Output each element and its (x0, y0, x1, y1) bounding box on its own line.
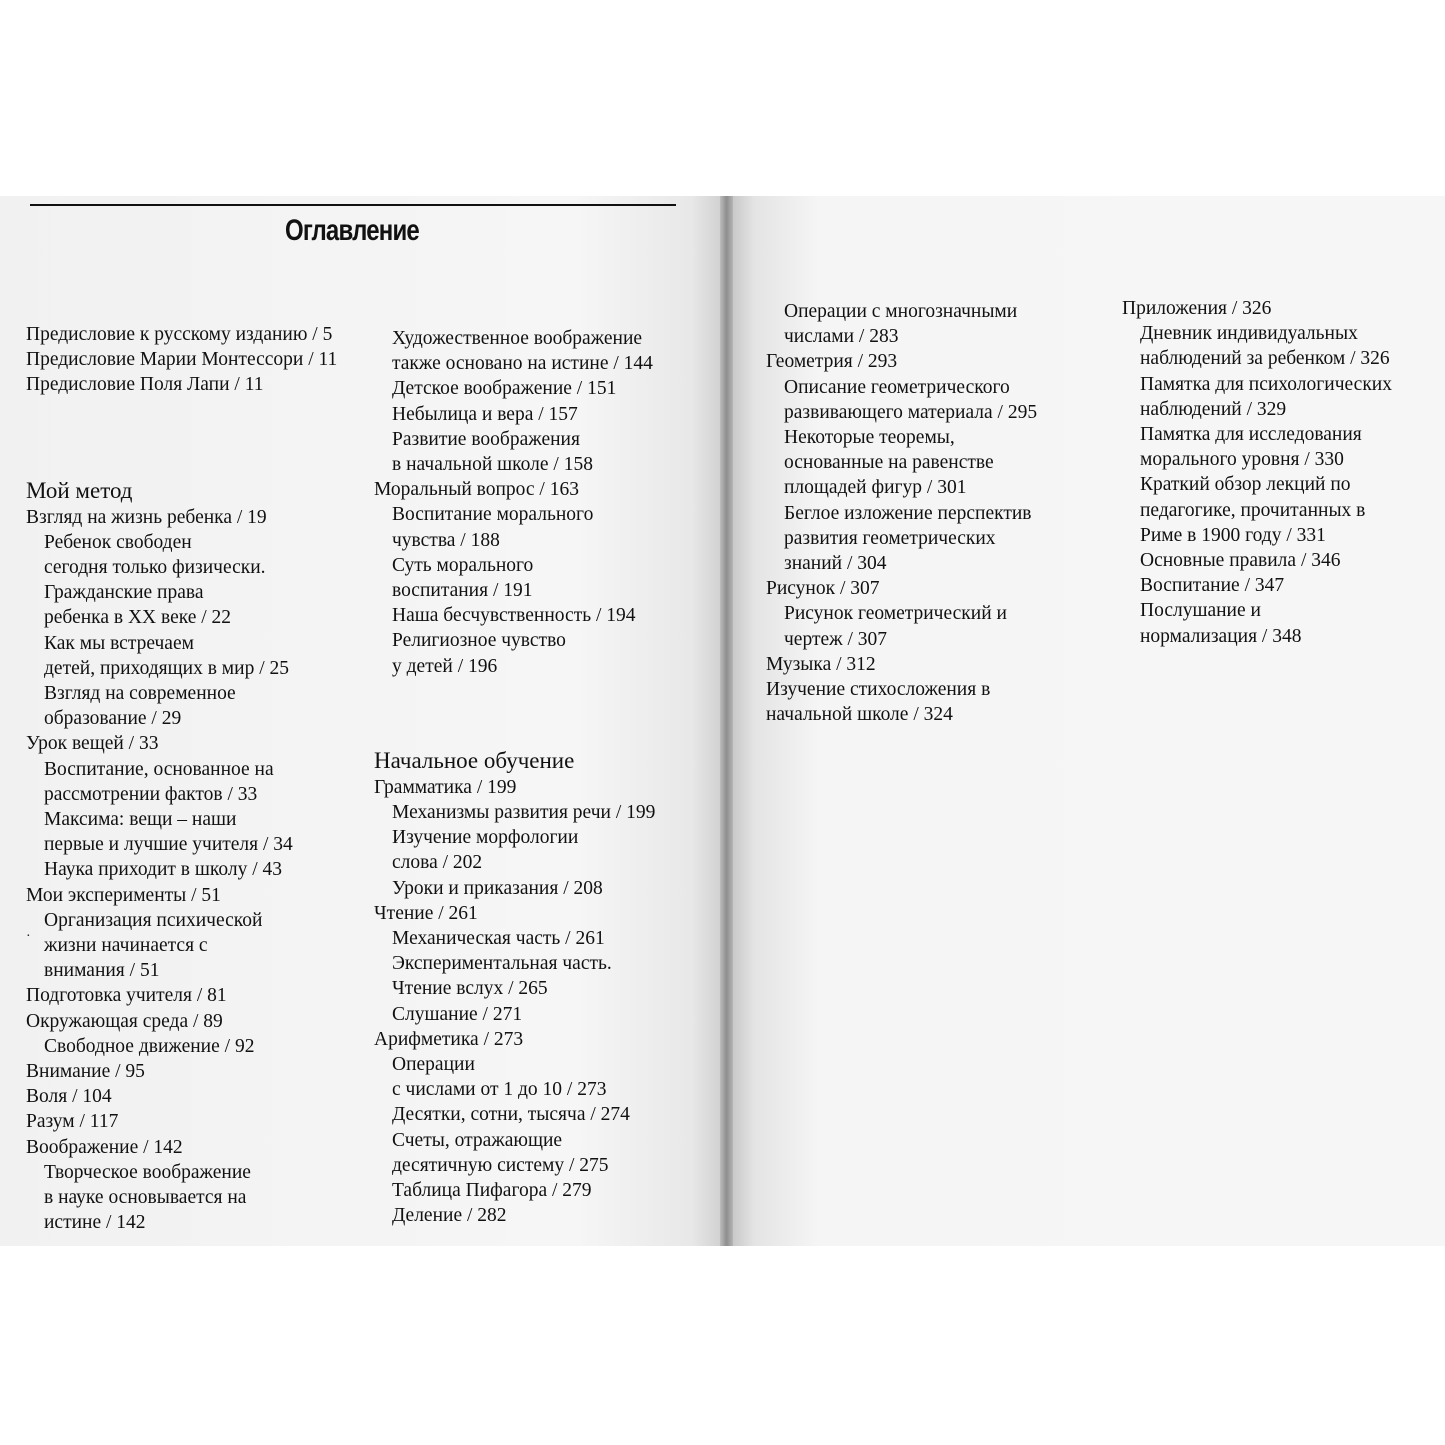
book-gutter (720, 196, 733, 1246)
toc-entry: Изучение морфологии (392, 827, 579, 849)
toc-entry: Деление / 282 (392, 1205, 507, 1227)
toc-entry: слова / 202 (392, 852, 483, 874)
toc-entry: Подготовка учителя / 81 (26, 985, 227, 1007)
toc-entry: Наука приходит в школу / 43 (44, 859, 282, 881)
toc-entry: Приложения / 326 (1122, 298, 1272, 319)
toc-entry: развития геометрических (784, 527, 996, 549)
toc-entry: Риме в 1900 году / 331 (1140, 524, 1326, 546)
toc-entry: Внимание / 95 (26, 1061, 145, 1083)
toc-column-1 (26, 322, 337, 1236)
toc-entry: Десятки, сотни, тысяча / 274 (392, 1104, 630, 1126)
toc-entry: Слушание / 271 (392, 1003, 523, 1025)
toc-entry: Моральный вопрос / 163 (374, 479, 579, 501)
toc-entry: у детей / 196 (392, 655, 498, 677)
toc-entry: первые и лучшие учителя / 34 (44, 834, 293, 856)
toc-entry: Взгляд на жизнь ребенка / 19 (26, 506, 267, 528)
toc-entry: Максима: вещи – наши (44, 809, 237, 831)
toc-entry: Памятка для исследования (1140, 424, 1362, 446)
toc-entry: внимания / 51 (44, 960, 160, 982)
toc-entry: Изучение стихосложения в (766, 679, 991, 701)
toc-entry: Разум / 117 (26, 1111, 119, 1133)
toc-entry: педагогике, прочитанных в (1140, 499, 1366, 521)
toc-entry: с числами от 1 до 10 / 273 (392, 1079, 607, 1101)
toc-entry: Арифметика / 273 (374, 1028, 524, 1050)
toc-entry: развивающего материала / 295 (784, 401, 1038, 423)
top-rule (30, 204, 676, 206)
toc-column-3 (766, 299, 1037, 727)
toc-entry: Памятка для психологических (1140, 373, 1392, 395)
toc-entry: десятичную систему / 275 (392, 1154, 609, 1176)
toc-entry: Воспитание морального (392, 504, 594, 526)
toc-entry: в начальной школе / 158 (392, 454, 593, 476)
toc-entry: Некоторые теоремы, (784, 427, 955, 449)
toc-entry: Гражданские права (44, 582, 204, 604)
toc-entry: Взгляд на современное (44, 683, 236, 705)
toc-entry: Музыка / 312 (766, 653, 876, 675)
toc-entry: воспитания / 191 (392, 580, 533, 602)
toc-entry: Творческое воображение (44, 1161, 251, 1183)
toc-entry: Рисунок геометрический и (784, 603, 1007, 625)
toc-entry: чувства / 188 (392, 529, 500, 551)
toc-entry: морального уровня / 330 (1140, 449, 1344, 471)
toc-entry: Религиозное чувство (392, 630, 566, 652)
toc-entry: истине / 142 (44, 1212, 146, 1234)
section-title-primary-education: Начальное обучение (374, 747, 575, 773)
toc-entry: Развитие воображения (392, 428, 580, 450)
toc-entry: Грамматика / 199 (374, 776, 517, 798)
toc-entry: Чтение / 261 (374, 902, 478, 924)
toc-entry: рассмотрении фактов / 33 (44, 783, 258, 805)
toc-entry: Уроки и приказания / 208 (392, 877, 603, 899)
book-spread (0, 196, 1445, 1246)
toc-entry: Краткий обзор лекций по (1140, 474, 1351, 496)
toc-entry: Беглое изложение перспектив (784, 502, 1032, 524)
toc-entry: Художественное воображение (392, 328, 643, 349)
toc-entry: Воспитание / 347 (1140, 575, 1285, 597)
toc-entry: Описание геометрического (784, 376, 1010, 398)
toc-entry: детей, приходящих в мир / 25 (44, 657, 289, 679)
left-page (0, 196, 720, 1246)
toc-entry: наблюдений / 329 (1140, 398, 1287, 420)
toc-entry: Предисловие Поля Лапи / 11 (26, 374, 264, 396)
toc-title: Оглавление (285, 214, 419, 247)
toc-entry: Чтение вслух / 265 (392, 978, 548, 1000)
toc-entry: Операции с многозначными (784, 301, 1018, 322)
toc-entry: Мои эксперименты / 51 (26, 884, 221, 906)
toc-entry: нормализация / 348 (1140, 625, 1302, 647)
toc-entry: знаний / 304 (784, 553, 887, 575)
toc-entry: Дневник индивидуальных (1140, 323, 1358, 345)
toc-entry: Механическая часть / 261 (392, 928, 605, 950)
toc-entry: Организация психической (44, 909, 263, 931)
toc-entry: Детское воображение / 151 (392, 378, 617, 400)
right-page (733, 196, 1445, 1246)
toc-entry: Предисловие Марии Монтессори / 11 (26, 349, 338, 371)
toc-entry: Как мы встречаем (44, 632, 194, 654)
toc-entry: Механизмы развития речи / 199 (392, 802, 656, 824)
toc-entry: чертеж / 307 (784, 628, 888, 650)
toc-entry: сегодня только физически. (44, 557, 266, 579)
toc-entry: образование / 29 (44, 708, 182, 730)
toc-entry: жизни начинается с (44, 935, 208, 957)
toc-entry: Счеты, отражающие (392, 1129, 563, 1151)
toc-entry: площадей фигур / 301 (784, 477, 967, 499)
toc-entry: Ребенок свободен (44, 531, 192, 553)
toc-entry: Рисунок / 307 (766, 578, 880, 600)
toc-entry: числами / 283 (784, 326, 899, 348)
toc-entry: Воображение / 142 (26, 1136, 183, 1158)
toc-entry: наблюдений за ребенком / 326 (1140, 348, 1390, 370)
toc-entry: основанные на равенстве (784, 452, 994, 474)
toc-entry: Суть морального (392, 554, 534, 576)
toc-entry: начальной школе / 324 (766, 704, 953, 726)
toc-entry: Предисловие к русскому изданию / 5 (26, 324, 333, 345)
toc-entry: Свободное движение / 92 (44, 1035, 255, 1057)
toc-entry: Окружающая среда / 89 (26, 1010, 223, 1032)
toc-entry: Воля / 104 (26, 1086, 112, 1108)
toc-column-2 (374, 326, 655, 1229)
toc-entry: также основано на истине / 144 (392, 353, 653, 375)
toc-entry: Экспериментальная часть. (392, 953, 612, 975)
toc-entry: ребенка в XX веке / 22 (44, 607, 232, 629)
toc-entry: в науке основывается на (44, 1187, 247, 1209)
toc-entry: Урок вещей / 33 (26, 733, 159, 755)
toc-entry: Таблица Пифагора / 279 (392, 1180, 592, 1202)
stray-dot: · (26, 929, 31, 944)
toc-entry: Наша бесчувственность / 194 (392, 605, 636, 627)
toc-entry: Небылица и вера / 157 (392, 403, 578, 425)
section-title-my-method: Мой метод (26, 477, 133, 503)
toc-column-4 (1122, 296, 1392, 649)
toc-entry: Основные правила / 346 (1140, 550, 1341, 572)
toc-entry: Геометрия / 293 (766, 351, 898, 373)
toc-entry: Операции (392, 1054, 475, 1076)
toc-entry: Воспитание, основанное на (44, 758, 274, 780)
toc-entry: Послушание и (1140, 600, 1261, 622)
